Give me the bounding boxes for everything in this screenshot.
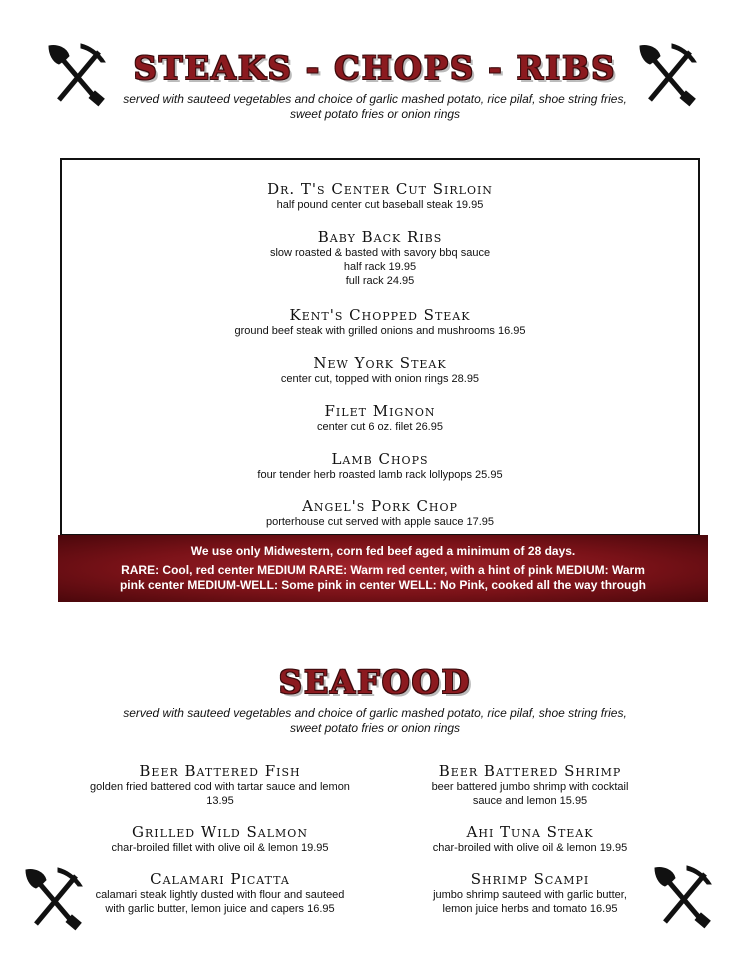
steaks-subtitle-line2: sweet potato fries or onion rings [289, 107, 461, 121]
item-price: 13.95 [206, 795, 234, 807]
item-desc: lemon juice herbs and tomato 16.95 [442, 903, 618, 915]
steaks-heading: STEAKS - CHOPS - RIBS [133, 49, 617, 87]
item-name: Angel's Pork Chop [302, 497, 458, 515]
steaks-subtitle-line1: served with sauteed vegetables and choice of garlic mashed potato, rice pilaf, shoe string fries, [123, 92, 627, 106]
item-desc: ground beef steak with grilled onions and mushrooms 16.95 [234, 325, 526, 337]
doneness-line-2: pink center MEDIUM-WELL: Some pink in center WELL: No Pink, cooked all the way through [119, 578, 647, 592]
item-name: Beer Battered Fish [139, 762, 301, 780]
item-desc: beer battered jumbo shrimp with cocktail [431, 781, 629, 793]
item-name: Beer Battered Shrimp [438, 762, 622, 780]
menu-item [60, 180, 700, 212]
item-name: Ahi Tuna Steak [466, 823, 594, 841]
menu-item [60, 306, 700, 338]
item-name: Shrimp Scampi [470, 870, 590, 888]
seafood-subtitle-line2: sweet potato fries or onion rings [289, 721, 461, 735]
menu-item [380, 870, 680, 916]
item-name: Baby Back Ribs [317, 228, 443, 246]
item-price-full: full rack 24.95 [345, 275, 415, 287]
doneness-line-1: RARE: Cool, red center MEDIUM RARE: Warm red center, with a hint of pink MEDIUM: Warm [121, 563, 645, 577]
menu-item [380, 823, 680, 855]
menu-item [60, 497, 700, 529]
menu-item [60, 450, 700, 482]
item-name: Dr. T's Center Cut Sirloin [267, 180, 493, 198]
item-desc: four tender herb roasted lamb rack lollypops 25.95 [257, 469, 503, 481]
item-name: Filet Mignon [324, 402, 436, 420]
menu-item [60, 354, 700, 386]
item-desc: golden fried battered cod with tartar sauce and lemon [90, 781, 350, 793]
item-desc: sauce and lemon 15.95 [472, 795, 588, 807]
menu-item [70, 870, 370, 916]
item-desc: char-broiled with olive oil & lemon 19.95 [432, 842, 628, 854]
item-name: Lamb Chops [331, 450, 429, 468]
item-name: Kent's Chopped Steak [289, 306, 471, 324]
menu-item [70, 823, 370, 855]
item-desc: center cut, topped with onion rings 28.95 [280, 373, 480, 385]
menu-item [380, 762, 680, 808]
item-desc: half pound center cut baseball steak 19.95 [276, 199, 484, 211]
doneness-guide [78, 563, 688, 593]
item-desc: calamari steak lightly dusted with flour and sauteed [95, 889, 345, 901]
item-name: Calamari Picatta [150, 870, 290, 888]
beef-info-text: We use only Midwestern, corn fed beef aged a minimum of 28 days. [190, 544, 576, 558]
item-desc: with garlic butter, lemon juice and capers 16.95 [105, 903, 335, 915]
item-name: Grilled Wild Salmon [132, 823, 308, 841]
item-desc: jumbo shrimp sauteed with garlic butter, [433, 889, 627, 901]
seafood-heading: SEAFOOD [278, 663, 472, 701]
beef-doneness-banner [58, 535, 708, 602]
item-desc: char-broiled fillet with olive oil & lemon 19.95 [111, 842, 329, 854]
menu-item [60, 228, 700, 288]
seafood-subtitle-line1: served with sauteed vegetables and choice of garlic mashed potato, rice pilaf, shoe string fries, [123, 706, 627, 720]
item-desc: center cut 6 oz. filet 26.95 [317, 421, 443, 433]
item-desc: slow roasted & basted with savory bbq sauce [269, 247, 491, 259]
menu-item [70, 762, 370, 808]
item-price-half: half rack 19.95 [343, 261, 417, 273]
menu-item [60, 402, 700, 434]
item-desc: porterhouse cut served with apple sauce 17.95 [265, 516, 495, 528]
item-name: New York Steak [313, 354, 447, 372]
